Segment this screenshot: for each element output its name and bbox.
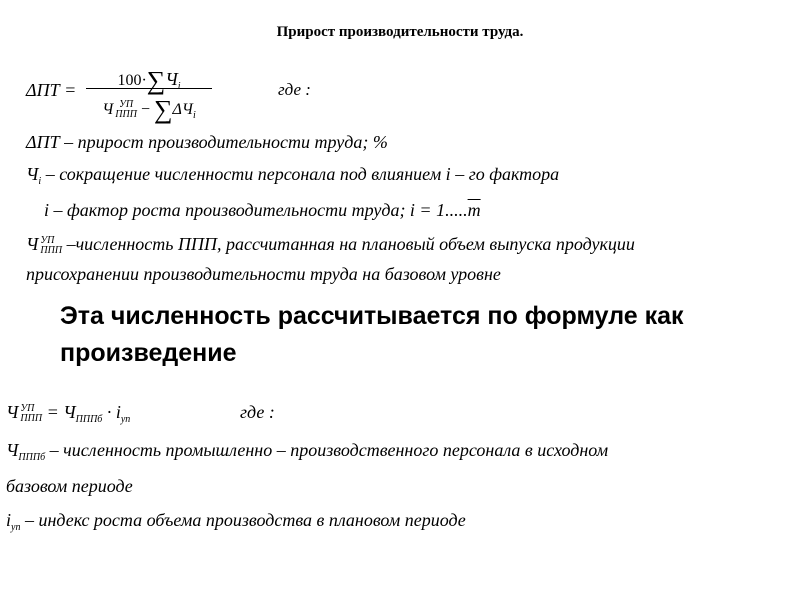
def-ch-pppb-cont: базовом периоде	[6, 476, 133, 496]
formula1-den-minus: −	[136, 101, 154, 118]
formula1-fraction	[84, 62, 214, 124]
def-ch-i-var: Ч	[26, 164, 39, 184]
def-factor-i-text: i – фактор роста производительности труда; i = 1.....	[44, 200, 468, 220]
def-i-up	[6, 510, 466, 531]
formula2-lhs-sup: УП	[20, 402, 35, 414]
formula1-where: где :	[278, 80, 311, 99]
section-heading: Эта численность рассчитывается по формуле как произведение	[60, 302, 684, 367]
def-ch-pppb-text: – численность промышленно – производственного персонала в исходном	[45, 440, 609, 460]
formula1-den-sub-i: i	[192, 110, 196, 121]
def-ch-pppb	[6, 440, 608, 461]
def-ch-ppp-supsub	[40, 236, 62, 256]
formula2-eq: = Ч	[42, 402, 76, 422]
def-i-up-text: – индекс роста объема производства в плановом периоде	[20, 510, 466, 530]
def-delta-pt: ΔПТ – прирост производительности труда; %	[26, 132, 388, 152]
def-ch-ppp-cont: присохранении производительности труда на базовом уровне	[26, 264, 501, 284]
formula2-dot-i: · i	[102, 402, 121, 422]
formula1-num-var: Ч	[165, 69, 178, 89]
formula2-lhs-var: Ч	[6, 402, 19, 422]
sum-symbol: ∑	[146, 66, 166, 95]
sum-symbol-2: ∑	[153, 95, 173, 124]
def-factor-i	[44, 200, 481, 221]
formula2-rhs-sub: ПППб	[75, 414, 103, 425]
def-ch-i	[26, 164, 559, 185]
formula1-den-var: Ч	[102, 101, 114, 118]
def-i-up-var: i	[6, 510, 12, 530]
formula1-num-sub: i	[177, 81, 181, 92]
def-ch-i-sub: i	[38, 176, 42, 187]
formula2	[6, 402, 130, 424]
formula1-den-sup: УП	[119, 99, 134, 111]
formula1-numerator	[84, 62, 214, 95]
formula1-den-sub: ППП	[115, 109, 137, 121]
def-ch-pppb-sub: ПППб	[18, 452, 46, 463]
def-ch-pppb-var: Ч	[6, 440, 19, 460]
formula2-lhs-supsub	[20, 404, 42, 424]
def-ch-i-text: – сокращение численности персонала под влиянием i – го фактора	[41, 164, 560, 184]
def-ch-ppp	[26, 234, 635, 256]
formula2-where: где :	[240, 402, 275, 422]
def-ch-ppp-var: Ч	[26, 234, 39, 254]
formula1-lhs: ΔПТ =	[26, 80, 77, 100]
formula2-lhs-sub: ППП	[20, 412, 43, 424]
def-ch-ppp-text: –численность ППП, рассчитанная на плановый объем выпуска продукции	[62, 234, 635, 254]
def-ch-ppp-sub: ППП	[40, 244, 63, 256]
formula1-den-supsub	[115, 100, 137, 120]
def-i-up-sub: уп	[11, 522, 21, 533]
formula1-num-coef: 100·	[117, 72, 147, 89]
formula2-i-sub: уп	[120, 414, 131, 425]
formula1-den-delta: ΔЧ	[172, 101, 193, 118]
def-ch-ppp-sup: УП	[40, 234, 55, 246]
def-factor-i-m: $\overline{m}$	[467, 200, 481, 220]
page-title: Прирост производительности труда.	[276, 24, 524, 40]
